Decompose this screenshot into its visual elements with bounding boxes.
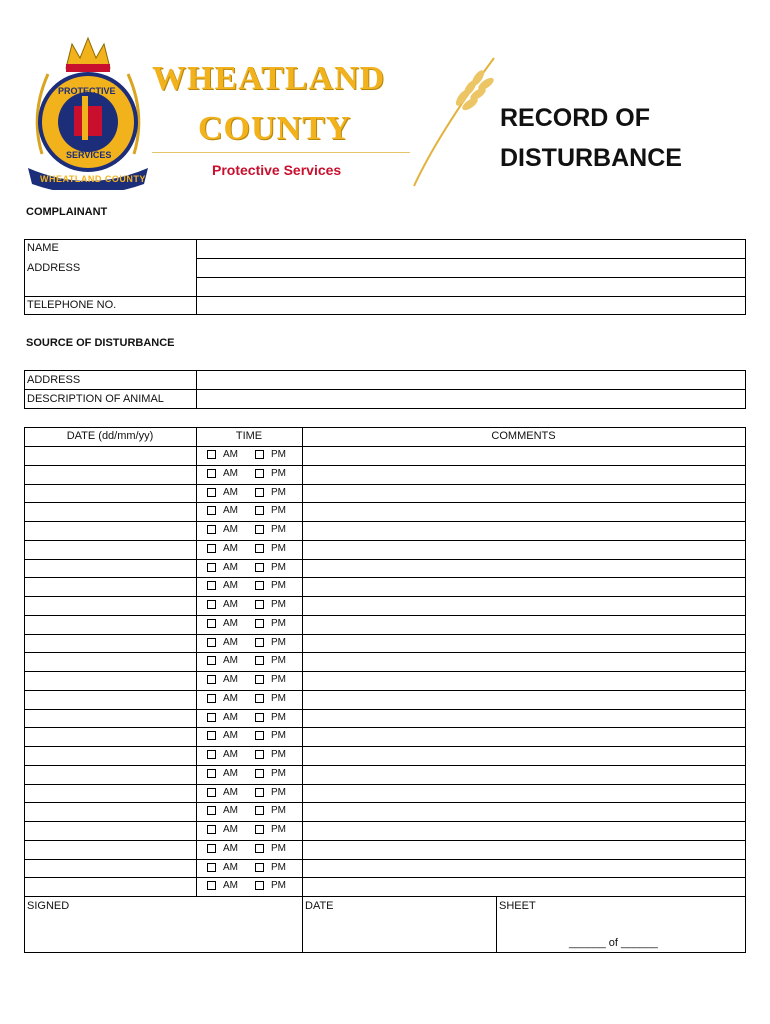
log-comment-cell[interactable]	[303, 560, 745, 577]
pm-checkbox[interactable]	[255, 825, 264, 834]
pm-option[interactable]	[255, 599, 286, 610]
am-option[interactable]	[207, 712, 238, 723]
pm-checkbox[interactable]	[255, 506, 264, 515]
complainant-telephone-field[interactable]	[197, 297, 745, 314]
log-date-cell[interactable]	[25, 860, 196, 877]
pm-label: PM	[271, 674, 286, 685]
am-option[interactable]	[207, 730, 238, 741]
log-date-cell[interactable]	[25, 635, 196, 652]
pm-checkbox[interactable]	[255, 806, 264, 815]
am-option[interactable]	[207, 449, 238, 460]
pm-checkbox[interactable]	[255, 694, 264, 703]
pm-option[interactable]	[255, 580, 286, 591]
am-label: AM	[223, 562, 238, 573]
pm-option[interactable]	[255, 637, 286, 648]
wheat-stalk-icon	[408, 54, 500, 190]
log-date-cell[interactable]	[25, 578, 196, 595]
org-subtitle: Protective Services	[212, 162, 342, 178]
log-time-header: TIME	[235, 430, 263, 442]
sheet-number-blank: ______ of ______	[569, 937, 658, 949]
pm-checkbox[interactable]	[255, 750, 264, 759]
am-checkbox[interactable]	[207, 863, 216, 872]
am-option[interactable]	[207, 487, 238, 498]
log-date-cell[interactable]	[25, 597, 196, 614]
pm-option[interactable]	[255, 468, 286, 479]
pm-option[interactable]	[255, 768, 286, 779]
pm-checkbox[interactable]	[255, 488, 264, 497]
pm-checkbox[interactable]	[255, 581, 264, 590]
log-date-cell[interactable]	[25, 485, 196, 502]
log-date-cell[interactable]	[25, 728, 196, 745]
log-date-cell[interactable]	[25, 766, 196, 783]
am-checkbox[interactable]	[207, 881, 216, 890]
sheet-label: SHEET	[499, 900, 536, 912]
am-checkbox[interactable]	[207, 656, 216, 665]
pm-checkbox[interactable]	[255, 525, 264, 534]
pm-checkbox[interactable]	[255, 713, 264, 722]
am-checkbox[interactable]	[207, 825, 216, 834]
pm-checkbox[interactable]	[255, 638, 264, 647]
am-label: AM	[223, 449, 238, 460]
am-checkbox[interactable]	[207, 806, 216, 815]
log-comment-cell[interactable]	[303, 672, 745, 689]
footer-date-field[interactable]	[303, 914, 495, 951]
pm-checkbox[interactable]	[255, 600, 264, 609]
pm-option[interactable]	[255, 543, 286, 554]
log-comment-cell[interactable]	[303, 860, 745, 877]
log-date-cell[interactable]	[25, 747, 196, 764]
log-comment-cell[interactable]	[303, 522, 745, 539]
am-label: AM	[223, 524, 238, 535]
log-comment-cell[interactable]	[303, 578, 745, 595]
am-option[interactable]	[207, 843, 238, 854]
pm-option[interactable]	[255, 618, 286, 629]
source-animal-label: DESCRIPTION OF ANIMAL	[27, 393, 164, 405]
am-option[interactable]	[207, 599, 238, 610]
am-option[interactable]	[207, 562, 238, 573]
pm-checkbox[interactable]	[255, 881, 264, 890]
pm-option[interactable]	[255, 805, 286, 816]
complainant-telephone-label: TELEPHONE NO.	[27, 299, 117, 311]
pm-label: PM	[271, 468, 286, 479]
pm-option[interactable]	[255, 862, 286, 873]
pm-checkbox[interactable]	[255, 844, 264, 853]
am-checkbox[interactable]	[207, 675, 216, 684]
log-comment-cell[interactable]	[303, 747, 745, 764]
pm-option[interactable]	[255, 674, 286, 685]
pm-label: PM	[271, 543, 286, 554]
log-comment-cell[interactable]	[303, 822, 745, 839]
pm-label: PM	[271, 880, 286, 891]
source-animal-field[interactable]	[197, 390, 745, 408]
log-date-cell[interactable]	[25, 541, 196, 558]
signed-label: SIGNED	[27, 900, 70, 912]
log-date-cell[interactable]	[25, 691, 196, 708]
am-checkbox[interactable]	[207, 525, 216, 534]
pm-option[interactable]	[255, 824, 286, 835]
source-heading: SOURCE OF DISTURBANCE	[26, 337, 175, 349]
pm-option[interactable]	[255, 655, 286, 666]
pm-option[interactable]	[255, 843, 286, 854]
pm-checkbox[interactable]	[255, 469, 264, 478]
pm-label: PM	[271, 637, 286, 648]
footer-date-label: DATE	[305, 900, 334, 912]
pm-option[interactable]	[255, 693, 286, 704]
am-option[interactable]	[207, 787, 238, 798]
log-date-cell[interactable]	[25, 803, 196, 820]
pm-checkbox[interactable]	[255, 675, 264, 684]
complainant-address-label: ADDRESS	[27, 262, 81, 274]
document-title	[500, 98, 682, 178]
am-checkbox[interactable]	[207, 638, 216, 647]
log-date-cell[interactable]	[25, 653, 196, 670]
am-option[interactable]	[207, 768, 238, 779]
badge-ribbon-text: WHEATLAND COUNTY	[40, 174, 146, 184]
am-option[interactable]	[207, 505, 238, 516]
am-label: AM	[223, 468, 238, 479]
complainant-name-label: NAME	[27, 242, 59, 254]
am-option[interactable]	[207, 862, 238, 873]
am-checkbox[interactable]	[207, 600, 216, 609]
am-label: AM	[223, 487, 238, 498]
am-option[interactable]	[207, 637, 238, 648]
log-comment-cell[interactable]	[303, 785, 745, 802]
log-comment-cell[interactable]	[303, 541, 745, 558]
pm-label: PM	[271, 562, 286, 573]
pm-option[interactable]	[255, 524, 286, 535]
log-comment-cell[interactable]	[303, 766, 745, 783]
complainant-address-field-1[interactable]	[197, 259, 745, 277]
badge-mid-text: SERVICES	[66, 150, 112, 160]
am-checkbox[interactable]	[207, 619, 216, 628]
org-divider	[152, 152, 410, 153]
am-option[interactable]	[207, 805, 238, 816]
log-comment-cell[interactable]	[303, 616, 745, 633]
am-label: AM	[223, 824, 238, 835]
pm-label: PM	[271, 599, 286, 610]
am-label: AM	[223, 693, 238, 704]
am-label: AM	[223, 749, 238, 760]
am-label: AM	[223, 637, 238, 648]
pm-label: PM	[271, 749, 286, 760]
pm-label: PM	[271, 580, 286, 591]
am-label: AM	[223, 843, 238, 854]
am-checkbox[interactable]	[207, 694, 216, 703]
am-label: AM	[223, 674, 238, 685]
signature-field[interactable]	[25, 914, 301, 951]
pm-checkbox[interactable]	[255, 788, 264, 797]
pm-label: PM	[271, 524, 286, 535]
pm-option[interactable]	[255, 449, 286, 460]
am-option[interactable]	[207, 655, 238, 666]
am-checkbox[interactable]	[207, 450, 216, 459]
log-date-cell[interactable]	[25, 560, 196, 577]
complainant-name-field[interactable]	[197, 240, 745, 258]
pm-label: PM	[271, 655, 286, 666]
pm-checkbox[interactable]	[255, 731, 264, 740]
am-checkbox[interactable]	[207, 581, 216, 590]
log-comment-cell[interactable]	[303, 653, 745, 670]
am-label: AM	[223, 730, 238, 741]
source-address-field[interactable]	[197, 371, 745, 389]
pm-label: PM	[271, 505, 286, 516]
pm-label: PM	[271, 730, 286, 741]
pm-option[interactable]	[255, 712, 286, 723]
am-label: AM	[223, 599, 238, 610]
complainant-heading: COMPLAINANT	[26, 206, 108, 218]
pm-checkbox[interactable]	[255, 769, 264, 778]
log-date-cell[interactable]	[25, 503, 196, 520]
pm-option[interactable]	[255, 487, 286, 498]
log-comment-cell[interactable]	[303, 691, 745, 708]
am-option[interactable]	[207, 674, 238, 685]
log-date-cell[interactable]	[25, 841, 196, 858]
pm-checkbox[interactable]	[255, 450, 264, 459]
log-date-cell[interactable]	[25, 447, 196, 464]
pm-label: PM	[271, 487, 286, 498]
am-checkbox[interactable]	[207, 506, 216, 515]
pm-option[interactable]	[255, 749, 286, 760]
pm-option[interactable]	[255, 730, 286, 741]
log-date-cell[interactable]	[25, 878, 196, 895]
pm-label: PM	[271, 843, 286, 854]
am-label: AM	[223, 618, 238, 629]
pm-label: PM	[271, 805, 286, 816]
badge-top-text: PROTECTIVE	[58, 86, 116, 96]
log-date-cell[interactable]	[25, 466, 196, 483]
pm-label: PM	[271, 693, 286, 704]
log-comment-cell[interactable]	[303, 485, 745, 502]
am-label: AM	[223, 880, 238, 891]
pm-option[interactable]	[255, 505, 286, 516]
log-date-cell[interactable]	[25, 785, 196, 802]
log-comment-cell[interactable]	[303, 447, 745, 464]
log-comment-cell[interactable]	[303, 597, 745, 614]
log-date-header: DATE (dd/mm/yy)	[66, 430, 154, 442]
am-label: AM	[223, 862, 238, 873]
am-label: AM	[223, 712, 238, 723]
pm-checkbox[interactable]	[255, 863, 264, 872]
log-date-cell[interactable]	[25, 616, 196, 633]
am-checkbox[interactable]	[207, 750, 216, 759]
am-option[interactable]	[207, 693, 238, 704]
am-checkbox[interactable]	[207, 844, 216, 853]
document-title-line2: DISTURBANCE	[500, 144, 682, 172]
am-checkbox[interactable]	[207, 563, 216, 572]
complainant-address-field-2[interactable]	[197, 278, 745, 296]
pm-label: PM	[271, 824, 286, 835]
am-option[interactable]	[207, 749, 238, 760]
am-checkbox[interactable]	[207, 469, 216, 478]
pm-label: PM	[271, 768, 286, 779]
pm-option[interactable]	[255, 880, 286, 891]
log-comment-cell[interactable]	[303, 635, 745, 652]
log-comments-header: COMMENTS	[491, 430, 556, 442]
log-comment-cell[interactable]	[303, 728, 745, 745]
am-option[interactable]	[207, 880, 238, 891]
org-name-line1: WHEATLAND	[152, 60, 386, 97]
am-label: AM	[223, 805, 238, 816]
am-option[interactable]	[207, 618, 238, 629]
am-option[interactable]	[207, 524, 238, 535]
log-comment-cell[interactable]	[303, 878, 745, 895]
am-checkbox[interactable]	[207, 769, 216, 778]
pm-label: PM	[271, 787, 286, 798]
log-date-cell[interactable]	[25, 522, 196, 539]
am-label: AM	[223, 580, 238, 591]
am-option[interactable]	[207, 824, 238, 835]
log-comment-cell[interactable]	[303, 710, 745, 727]
org-name-line2: COUNTY	[198, 110, 352, 147]
am-option[interactable]	[207, 543, 238, 554]
pm-label: PM	[271, 449, 286, 460]
source-address-label: ADDRESS	[27, 374, 81, 386]
pm-checkbox[interactable]	[255, 656, 264, 665]
log-date-cell[interactable]	[25, 710, 196, 727]
log-date-cell[interactable]	[25, 822, 196, 839]
pm-label: PM	[271, 618, 286, 629]
pm-option[interactable]	[255, 562, 286, 573]
am-checkbox[interactable]	[207, 488, 216, 497]
am-checkbox[interactable]	[207, 731, 216, 740]
am-checkbox[interactable]	[207, 788, 216, 797]
log-comment-cell[interactable]	[303, 841, 745, 858]
pm-label: PM	[271, 712, 286, 723]
pm-checkbox[interactable]	[255, 544, 264, 553]
am-checkbox[interactable]	[207, 544, 216, 553]
logo-badge	[22, 34, 154, 190]
log-comment-cell[interactable]	[303, 803, 745, 820]
am-label: AM	[223, 787, 238, 798]
pm-option[interactable]	[255, 787, 286, 798]
log-comment-cell[interactable]	[303, 503, 745, 520]
am-option[interactable]	[207, 468, 238, 479]
pm-checkbox[interactable]	[255, 619, 264, 628]
pm-label: PM	[271, 862, 286, 873]
am-checkbox[interactable]	[207, 713, 216, 722]
am-label: AM	[223, 505, 238, 516]
document-title-line1: RECORD OF	[500, 104, 650, 132]
am-label: AM	[223, 768, 238, 779]
log-date-cell[interactable]	[25, 672, 196, 689]
pm-checkbox[interactable]	[255, 563, 264, 572]
log-comment-cell[interactable]	[303, 466, 745, 483]
am-label: AM	[223, 655, 238, 666]
am-option[interactable]	[207, 580, 238, 591]
am-label: AM	[223, 543, 238, 554]
